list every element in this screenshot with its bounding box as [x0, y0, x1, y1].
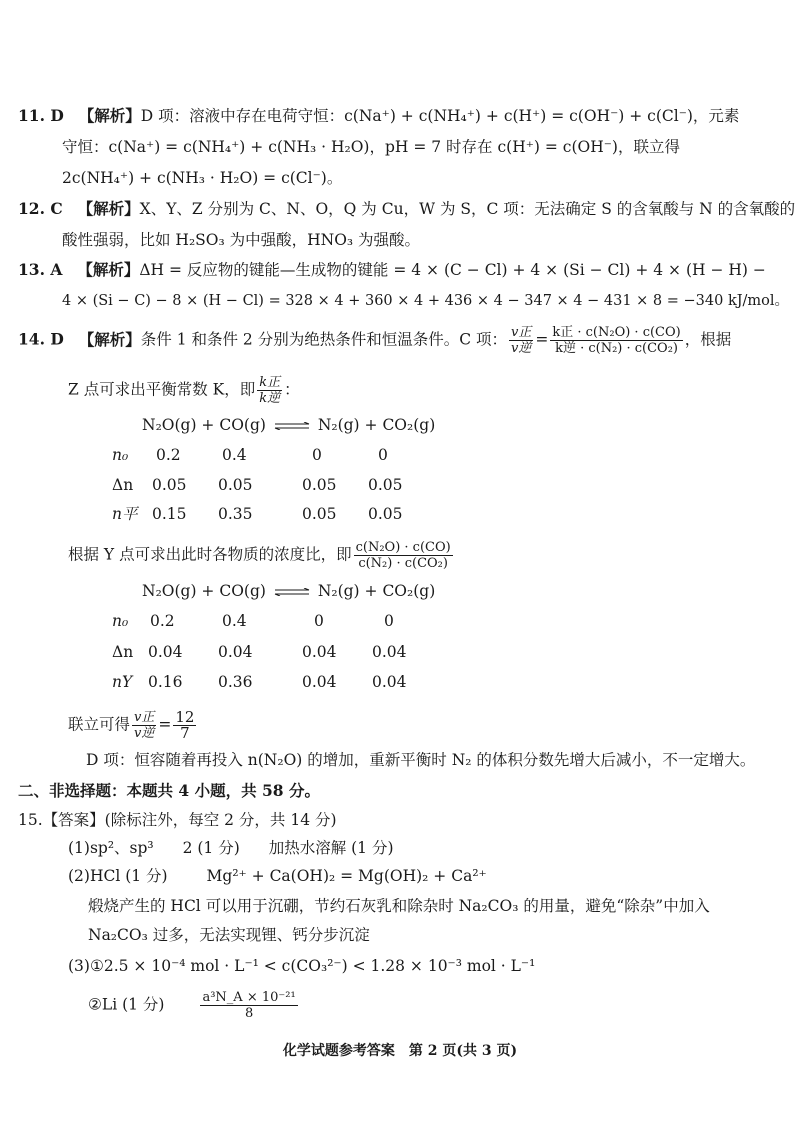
- q14-combine-ratio-den: v逆: [134, 726, 155, 741]
- q15-part1: [68, 837, 394, 859]
- q15-part2-a: (2)HCl (1 分): [68, 867, 168, 885]
- table-cell: 0.2: [150, 612, 175, 630]
- q12-analysis-tag: 【解析】: [77, 199, 140, 218]
- q12-number: 12. C: [18, 199, 63, 218]
- q15-part3-2-label: ②Li (1 分): [88, 995, 165, 1014]
- q14-y-fraction-num: c(N₂O) · c(CO): [355, 540, 451, 555]
- q13-text-1: ΔH = 反应物的键能—生成物的键能 = 4 × (C − Cl) + 4 × (Si − Cl) + 4 × (H − H) −: [139, 261, 766, 279]
- equilibrium-arrow-icon: [274, 422, 310, 430]
- q14-result-num: 12: [175, 708, 195, 726]
- q14-k-fraction-den: k逆: [259, 391, 281, 406]
- table-cell: 0.4: [222, 612, 247, 630]
- q15-head: 15.【答案】(除标注外，每空 2 分，共 14 分): [18, 811, 337, 829]
- q14-result-den: 7: [180, 724, 190, 742]
- q14-combine-ratio-num: v正: [134, 710, 155, 725]
- table-cell: 0: [312, 446, 322, 464]
- q11-number: 11. D: [18, 106, 64, 125]
- q12-line2: 酸性强弱，比如 H₂SO₃ 为中强酸，HNO₃ 为强酸。: [62, 231, 421, 249]
- q15-part3-2-fraction: [200, 990, 297, 1021]
- table-cell: 0.05: [302, 505, 337, 523]
- q15-part2-b: Mg²⁺ + Ca(OH)₂ = Mg(OH)₂ + Ca²⁺: [206, 867, 487, 885]
- table-cell: 0.04: [148, 643, 183, 661]
- table-cell: 0.04: [302, 643, 337, 661]
- table-cell: 0.05: [218, 476, 253, 494]
- q15-part3-2-num: a³N_A × 10⁻²¹: [202, 990, 296, 1005]
- q14-result-fraction: [173, 710, 196, 741]
- row-label: nY: [112, 673, 133, 691]
- q13-analysis-tag: 【解析】: [77, 260, 140, 279]
- row-label: n₀: [112, 446, 129, 464]
- q11-analysis-tag: 【解析】: [78, 106, 141, 125]
- q14-k-ratio-num: k正 · c(N₂O) · c(CO): [552, 325, 681, 340]
- table-cell: 0.04: [372, 673, 407, 691]
- q14-k-ratio-den: k逆 · c(N₂) · c(CO₂): [555, 341, 679, 356]
- section-heading: 二、非选择题：本题共 4 小题，共 58 分。: [18, 781, 320, 800]
- row-label: n平: [112, 505, 138, 523]
- table-cell: 0.05: [152, 476, 187, 494]
- q14-rate-ratio-num: v正: [511, 325, 532, 340]
- q14-combine-intro: 联立可得: [68, 715, 131, 734]
- q14-combine-ratio: [132, 710, 156, 741]
- table-cell: 0.4: [222, 446, 247, 464]
- q11-line3: 2c(NH₄⁺) + c(NH₃ · H₂O) = c(Cl⁻)。: [62, 169, 343, 187]
- q11-text-1: D 项：溶液中存在电荷守恒：c(Na⁺) + c(NH₄⁺) + c(H⁺) = c(OH⁻) + c(Cl⁻)，元素: [140, 107, 740, 125]
- q14-reaction-1: [142, 414, 435, 436]
- q14-reaction-2: [142, 580, 435, 602]
- q15-part3-1: (3)①2.5 × 10⁻⁴ mol · L⁻¹ < c(CO₃²⁻) < 1.28 × 10⁻³ mol · L⁻¹: [68, 957, 536, 975]
- table-cell: 0: [384, 612, 394, 630]
- table-cell: 0.16: [148, 673, 183, 691]
- q14-k-fraction: [257, 375, 282, 406]
- q14-rate-ratio-den: v逆: [511, 341, 532, 356]
- q14-reaction-1-left: N₂O(g) + CO(g): [142, 416, 266, 434]
- table-cell: 0.04: [372, 643, 407, 661]
- table-cell: 0: [314, 612, 324, 630]
- q12-text-1: X、Y、Z 分别为 C、N、O，Q 为 Cu，W 为 S，C 项：无法确定 S 的含氧酸与 N 的含氧酸的: [139, 200, 796, 218]
- q14-d-item: D 项：恒容随着再投入 n(N₂O) 的增加，重新平衡时 N₂ 的体积分数先增大后减小，不一定增大。: [86, 751, 756, 769]
- q14-z-colon: ：: [284, 380, 300, 399]
- row-label: n₀: [112, 612, 129, 630]
- q14-reaction-2-right: N₂(g) + CO₂(g): [317, 582, 436, 600]
- q14-y-fraction: [354, 540, 453, 571]
- row-label: Δn: [112, 476, 134, 494]
- q14-z-intro: Z 点可求出平衡常数 K，即: [68, 380, 256, 399]
- q14-line1: [18, 325, 731, 356]
- q15-part1-a: (1)sp²、sp³: [68, 839, 154, 857]
- q14-text-1: 条件 1 和条件 2 分别为绝热条件和恒温条件。C 项：: [140, 330, 507, 349]
- table-cell: 0.35: [218, 505, 253, 523]
- q15-part1-b: 2 (1 分): [182, 839, 240, 857]
- q15-part2: [68, 865, 487, 887]
- q11-line1: [18, 105, 739, 127]
- table-cell: 0.2: [156, 446, 181, 464]
- q14-rate-ratio: [509, 325, 533, 356]
- q15-part3-2-den: 8: [244, 1006, 254, 1021]
- table-cell: 0.04: [302, 673, 337, 691]
- q14-analysis-tag: 【解析】: [78, 329, 141, 349]
- q14-y-line: [68, 540, 455, 571]
- q14-line2: [68, 375, 300, 406]
- q12-line1: [18, 198, 795, 220]
- q13-number: 13. A: [18, 260, 63, 279]
- table-cell: 0.05: [368, 505, 403, 523]
- q14-y-fraction-den: c(N₂) · c(CO₂): [358, 556, 448, 571]
- q15-part1-c: 加热水溶解 (1 分): [268, 839, 394, 857]
- q14-number: 14. D: [18, 329, 64, 349]
- q14-eq-sign: =: [535, 330, 549, 349]
- table-cell: 0.05: [302, 476, 337, 494]
- row-label: Δn: [112, 643, 134, 661]
- table-cell: 0.04: [218, 643, 253, 661]
- table-cell: 0.05: [368, 476, 403, 494]
- q14-k-ratio: [550, 325, 682, 356]
- table-cell: 0.15: [152, 505, 187, 523]
- q14-k-fraction-num: k正: [259, 375, 281, 390]
- q14-y-intro: 根据 Y 点可求出此时各物质的浓度比，即: [68, 545, 352, 564]
- table-cell: 0.36: [218, 673, 253, 691]
- q13-line1: [18, 259, 766, 281]
- page-footer: 化学试题参考答案 第 2 页(共 3 页): [282, 1043, 518, 1059]
- q15-part2-text2: Na₂CO₃ 过多，无法实现锂、钙分步沉淀: [88, 926, 370, 944]
- q15-part3-2: [88, 990, 300, 1021]
- q15-part2-text1: 煅烧产生的 HCl 可以用于沉硼，节约石灰乳和除杂时 Na₂CO₃ 的用量，避免“除杂”中加入: [88, 897, 710, 915]
- q14-text-2: ，根据: [684, 330, 732, 349]
- q14-combine-line: [68, 710, 198, 741]
- equilibrium-arrow-icon: [274, 588, 310, 596]
- q14-combine-eq: =: [158, 715, 172, 734]
- q14-reaction-2-left: N₂O(g) + CO(g): [142, 582, 266, 600]
- q11-line2: 守恒：c(Na⁺) = c(NH₄⁺) + c(NH₃ · H₂O)，pH = 7 时存在 c(H⁺) = c(OH⁻)，联立得: [62, 138, 680, 156]
- q13-line2: 4 × (Si − C) − 8 × (H − Cl) = 328 × 4 + 360 × 4 + 436 × 4 − 347 × 4 − 431 × 8 = −340 kJ/mol。: [62, 293, 790, 309]
- q14-reaction-1-right: N₂(g) + CO₂(g): [317, 416, 436, 434]
- table-cell: 0: [378, 446, 388, 464]
